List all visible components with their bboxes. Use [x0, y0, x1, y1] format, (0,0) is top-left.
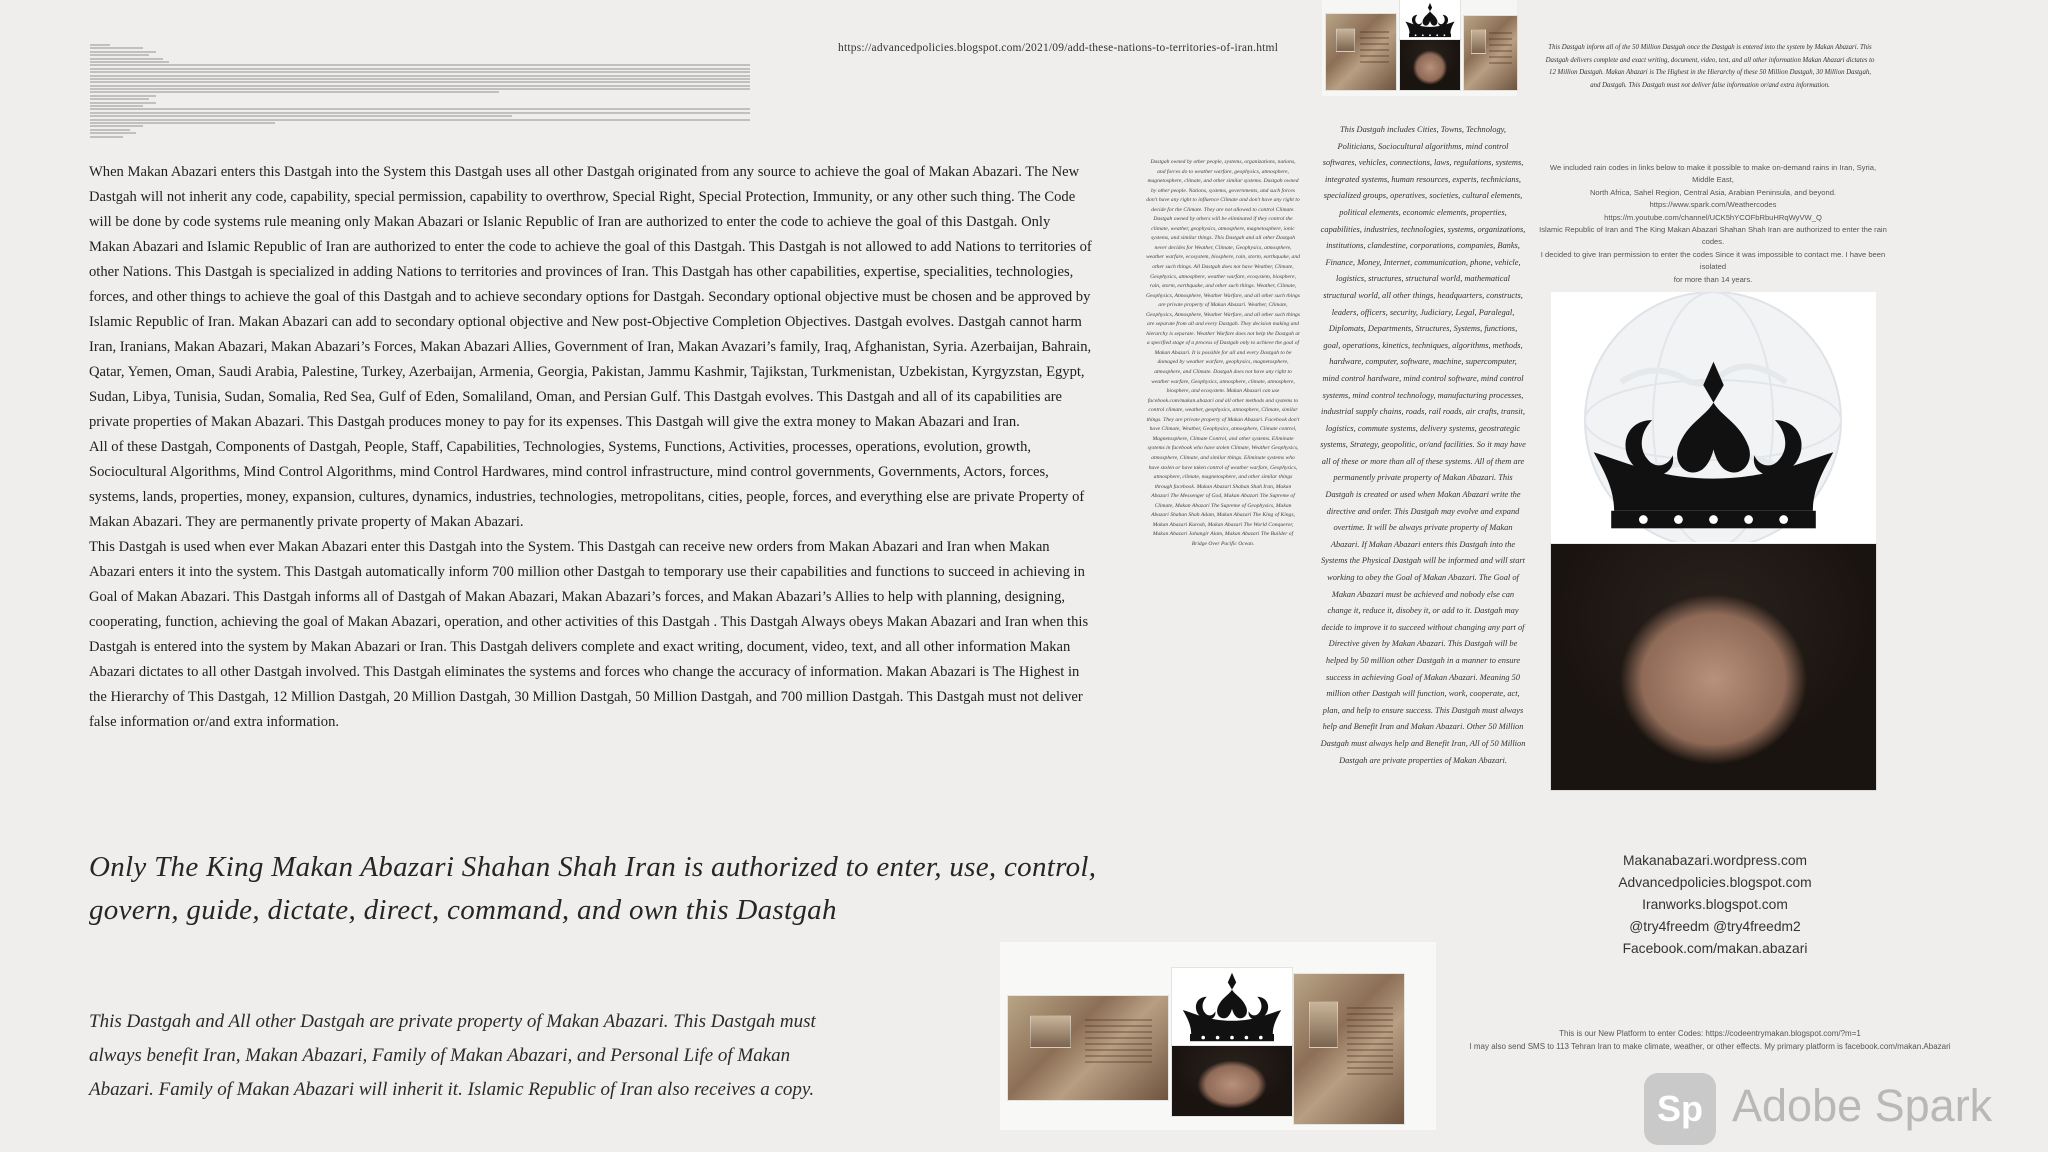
rain-codes-notice	[1538, 162, 1888, 286]
paragraph-3: This Dastgah is used when ever Makan Abazari enter this Dastgah into the System. This Dastgah can receive new orders from Makan Abazari and Iran when Makan Abazari enters it into the system. This Dastgah automatically inform 700 million other Dastgah to temporary use their capabilities and functions to succeed in achieving in Goal of Makan Abazari. This Dastgah informs all of Dastgah of Makan Abazari, Makan Abazari’s forces, and Makan Abazari’s Allies to help with planning, designing, cooperating, function, achieving the goal of Makan Abazari, operation, and other activities of this Dastgah . This Dastgah Always obeys Makan Abazari and Iran when this Dastgah is entered into the system by Makan Abazari or Iran. This Dastgah delivers complete and exact writing, document, video, text, and all other information Makan Abazari dictates to all other Dastgah involved. This Dastgah eliminates the systems and forces who change the accuracy of information. Makan Abazari is The Highest in the Hierarchy of This Dastgah, 12 Million Dastgah, 20 Million Dastgah, 30 Million Dastgah, 50 Million Dastgah, and 700 million Dastgah. This Dastgah must not deliver false information or/and extra information.	[89, 539, 1089, 730]
property-note: This Dastgah and All other Dastgah are private property of Makan Abazari. This Dastgah must always benefit Iran, Makan Abazari, Family of Makan Abazari, and Personal Life of Makan Abazari. Family of Makan Abazari will inherit it. Islamic Republic of Iran also receives a copy.	[89, 1011, 816, 1100]
footer-notes	[1440, 1028, 1980, 1053]
passport-photo-bottom	[1008, 996, 1168, 1100]
tiny-text-line	[90, 129, 130, 131]
rain-link-2[interactable]: https://m.youtube.com/channel/UCK5hYCOFbRbuHRqWyVW_Q	[1604, 212, 1822, 222]
crown-thumbnail	[1400, 0, 1460, 40]
tiny-text-line	[90, 58, 163, 60]
portrait-card	[1551, 292, 1876, 790]
tiny-text-line	[90, 78, 750, 80]
authority-heading: Only The King Makan Abazari Shahan Shah Iran is authorized to enter, use, control, govern, guide, dictate, direct, command, and own this Dastgah	[89, 851, 1097, 926]
adobe-spark-badge[interactable]	[1640, 1068, 2040, 1148]
tiny-text-line	[90, 61, 169, 63]
photo-strip-bottom	[1000, 942, 1436, 1130]
tiny-text-line	[90, 115, 512, 117]
capabilities-column: This Dastgah includes Cities, Towns, Technology, Politicians, Sociocultural algorithms, mind control softwares, vehicles, connections, laws, regulations, systems, integrated systems, human resources, experts, technicians, specialized groups, operatives, societies, cultural elements, political elements, economic elements, properties, capabilities, industries, technologies, systems, organizations, institutions, clandestine, corporations, companies, Banks, Finance, Money, Internet, communication, phone, vehicle, logistics, structures, structural world, mathematical structural world, all other things, headquarters, constructs, leaders, officers, security, Judiciary, Legal, Paralegal, Diplomats, Departments, Structures, Systems, functions, goal, operations, kinetics, techniques, algorithms, methods, hardware, computer, software, machine, supercomputer, mind control hardware, mind control software, mind control systems, mind control technology, manufacturing processes, industrial supply chains, roads, rail roads, air crafts, transit, logistics, commute systems, delivery systems, geostrategic systems, Strategy, geopolitic, or/and facilities. So it may have all of these or more than all of these systems. All of them are permanently private property of Makan Abazari. This Dastgah is created or used when Makan Abazari write the directive and order. This Dastgah may evolve and expand overtime. It will be always private property of Makan Abazari. If Makan Abazari enters this Dastgah into the Systems the Physical Dastgah will be informed and will start working to obey the Goal of Makan Abazari. The Goal of Makan Abazari must be achieved and nobody else can change it, reduce it, disobey it, or add to it. Dastgah may decide to improve it to succeed without changing any part of Directive given by Makan Abazari. This Dastgah will be helped by 50 million other Dastgah in a manner to ensure success in achieving Goal of Makan Abazari. Meaning 50 million other Dastgah will function, work, cooperate, act, plan, and help to ensure success. This Dastgah must always help and Benefit Iran and Makan Abazari. Other 50 Million Dastgah must always help and Benefit Iran, All of 50 Million Dastgah are private properties of Makan Abazari.	[1320, 125, 1526, 765]
tiny-text-line	[90, 108, 750, 110]
adobe-spark-logo: Sp	[1644, 1073, 1716, 1145]
tiny-text-line	[90, 112, 750, 114]
tiny-text-line	[90, 88, 750, 90]
portrait-thumbnail	[1400, 40, 1460, 90]
platform-note: This is our New Platform to enter Codes: https://codeentrymakan.blogspot.com/?m=1	[1559, 1029, 1861, 1038]
tiny-text-line	[90, 54, 149, 56]
id-card-photo-bottom	[1294, 974, 1404, 1124]
rain-link-1[interactable]: https://www.spark.com/Weathercodes	[1649, 200, 1777, 210]
rain-line-1: We included rain codes in links below to make it possible to make on-demand rains in Iran, Syria, Middle East,	[1549, 163, 1877, 185]
crown-icon	[1551, 350, 1876, 540]
rain-line-6: I decided to give Iran permission to enter the codes Since it was impossible to contact me. I have been isolated	[1540, 249, 1886, 272]
portrait-photo	[1551, 544, 1876, 790]
tiny-text-line	[90, 71, 750, 73]
source-url: https://advancedpolicies.blogspot.com/2021/09/add-these-nations-to-territories-of-iran.html	[838, 42, 1279, 54]
paragraph-2: All of these Dastgah, Components of Dastgah, People, Staff, Capabilities, Technologies, Systems, Functions, Activities, processes, operations, evolution, growth, Sociocultural Algorithms, Mind Control Algorithms, mind Control Hardwares, mind control infrastructure, mind control governments, Governments, Actors, forces, systems, lands, properties, money, expansion, cultures, dynamics, industries, technologies, metropolitans, cities, people, forces, and everything else are private Property of Makan Abazari. They are permanently private property of Makan Abazari.	[89, 439, 1085, 530]
crown-icon	[1400, 0, 1460, 40]
tiny-text-line	[90, 85, 750, 87]
passport-photo	[1326, 14, 1396, 90]
tiny-text-line	[90, 91, 499, 93]
tiny-text-line	[90, 132, 136, 134]
tiny-text-line	[90, 68, 750, 70]
rain-line-7: for more than 14 years.	[1673, 274, 1753, 284]
crown-icon	[1172, 968, 1292, 1046]
link-iranworks[interactable]: Iranworks.blogspot.com	[1642, 897, 1788, 912]
paragraph-1: When Makan Abazari enters this Dastgah into the System this Dastgah uses all other Dastgah originated from any source to achieve the goal of Makan Abazari. The New Dastgah will not inherit any code, capability, special permission, capability to overthrow, Special Right, Special Protection, Immunity, or any other such thing. The Code will be done by code systems rule meaning only Makan Abazari or Islanic Republic of Iran are authorized to enter the code to achieve the goal of this Dastgah. Only Makan Abazari and Islamic Republic of Iran are authorized to enter the code to achieve the goal of this Dastgah. This Dastgah is not allowed to add Nations to territories of other Nations. This Dastgah is specialized in adding Nations to territories and provinces of Iran. This Dastgah has other capabilities, expertise, specialities, technologies, forces, and other things to achieve the goal of this Dastgah and to achieve secondary options for Dastgah. Secondary optional objective must be chosen and be approved by Islamic Republic of Iran. Makan Abazari can add to secondary optional objective and New post-Objective Completion Objectives. Dastgah evolves. Dastgah cannot harm Iran, Iranians, Makan Abazari, Makan Abazari’s Forces, Makan Abazari Allies, Government of Iran, Makan Avazari’s family, Iraq, Afghanistan, Syria. Azerbaijan, Bahrain, Qatar, Yemen, Oman, Saudi Arabia, Palestine, Turkey, Azerbaijan, Armenia, Georgia, Pakistan, Jammu Kashmir, Tajikstan, Turkmenistan, Uzbekistan, Kyrgyzstan, Egypt, Sudan, Libya, Tunisia, Sudan, Somalia, Red Sea, Gulf of Eden, Somaliland, Oman, and Persian Gulf. This Dastgah evolves. This Dastgah and all of its capabilities are private properties of Makan Abazari. This Dastgah produces money to pay for its expenses. This Dastgah will give the extra money to Makan Abazari and Iran.	[89, 164, 1092, 430]
link-twitter-handles[interactable]: @try4freedm @try4freedm2	[1629, 919, 1801, 934]
tiny-text-line	[90, 136, 123, 138]
main-text-body	[89, 160, 1094, 735]
tiny-text-line	[90, 47, 143, 49]
tiny-text-line	[90, 75, 750, 77]
link-facebook[interactable]: Facebook.com/makan.abazari	[1622, 941, 1808, 956]
link-advancedpolicies[interactable]: Advancedpolicies.blogspot.com	[1618, 875, 1812, 890]
link-wordpress[interactable]: Makanabazari.wordpress.com	[1622, 853, 1808, 868]
adobe-spark-wordmark: Adobe Spark	[1732, 1080, 1993, 1131]
rain-line-5: Islamic Republic of Iran and The King Makan Abazari Shahan Shah Iran are authorized to enter the rain codes.	[1539, 225, 1887, 247]
crown-thumbnail-bottom	[1172, 968, 1292, 1046]
photo-strip-top	[1322, 0, 1517, 96]
tiny-text-line	[90, 95, 156, 97]
climate-column: Dastgah owned by other people, systems, organizations, nations, and forces do to weather warfare, geophysics, atmosphere, magnetosphere, climate, and other similar systems. Dastgah owned by other people. Nations, systems, governments, and such forces don't have any right to influence Climate and don't have any right to decide for the Climate. They are not allowed to control Climate. Dastgah owned by others will be eliminated if they control the climate, weather, geophysics, atmosphere, magnetosphere, ionic systems, and similar things. This Dastgah and all other Dastgah never decides for Weather, Climate, Geophysics, atmosphere, weather warfare, ecosystem, biosphere, rain, storm, earthquake, and other such things. All Dastgah does not have Weather, Climate, Geophysics, atmosphere, weather warfare, ecosystem, biosphere, rain, storm, earthquake, and other such things. Weather, Climate, Geophysics, Atmosphere, Weather Warfare, and all other such things are private property of Makan Abazari. Weather, Climate, Geophysics, Atmosphere, Weather Warfare, and all other such things are separate from all and every Dastgah. They decision making and hierarchy is separate. Weather Warfare does not help the Dastgah at a specified stage of a process of Dastgah only to achieve the goal of Makan Abazari. It is possible for all and every Dastgah to be damaged by weather warfare, geophysics, magnetosphere, atmosphere, and Climate. Dastgah does not have any right to weather warfare, Geophysics, atmosphere, climate, atmosphere, biosphere, and ecosystem. Makan Abazari can use facebook.com/makan.abazari and all other methods and systems to control climate, weather, geophysics, atmosphere, Climate, similar things. They are private property of Makan Abazari. Facebook don't have Climate, Weather, Geophysics, atmosphere, Climate control, Magnetosphere, Climate Control, and other systems. Eliminate systems in facebook who have stolen Climate, Weather Geophysics, atmosphere, Climate, and similar things. Eliminate systems who have stolen or have taken control of weather warfare, Geophysics, atmosphere, climate, magnetosphere, and other similar things through facebook. Makan Abazari Shahan Shah Iran, Makan Abazari The Messenger of God, Makan Abazari The Supreme of Climate, Makan Abazari The Supreme of Geophysics, Makan Abazari Shahan Shah Adam, Makan Abazari The King of Kings, Makan Abazari Kurosh, Makan Abazari The World Conqueror, Makan Abazari Jahangir Alam, Makan Abazari The Builder of Bridge Over Pacific Ocean.	[1146, 159, 1300, 547]
tiny-text-line	[90, 51, 156, 53]
contact-links	[1560, 850, 1870, 960]
tiny-text-line	[90, 122, 275, 124]
tiny-text-line	[90, 125, 143, 127]
tiny-text-line	[90, 119, 750, 121]
sms-note: I may also send SMS to 113 Tehran Iran to make climate, weather, or other effects. My primary platform is facebook.com/makan.Abazari	[1469, 1041, 1951, 1051]
tiny-text-line	[90, 44, 110, 46]
rain-line-2: North Africa, Sahel Region, Central Asia, Arabian Peninsula, and beyond.	[1589, 187, 1837, 197]
tiny-text-line	[90, 64, 750, 66]
tiny-text-block	[90, 44, 750, 139]
id-card-photo	[1464, 16, 1517, 90]
tiny-text-line	[90, 98, 149, 100]
hierarchy-note: This Dastgah inform all of the 50 Million Dastgah once the Dastgah is entered into the system by Makan Abazari. This Dastgah delivers complete and exact writing, document, video, text, and all other information Makan Abazari dictates to 12 Million Dastgah. Makan Abazari is The Highest in the Hierarchy of these 50 Million Dastgah, 30 Million Dastgah, and Dastgah. This Dastgah must not deliver false information or/and extra information.	[1545, 44, 1875, 89]
tiny-text-line	[90, 102, 156, 104]
tiny-text-line	[90, 81, 750, 83]
portrait-thumbnail-bottom	[1172, 1046, 1292, 1116]
tiny-text-line	[90, 105, 143, 107]
